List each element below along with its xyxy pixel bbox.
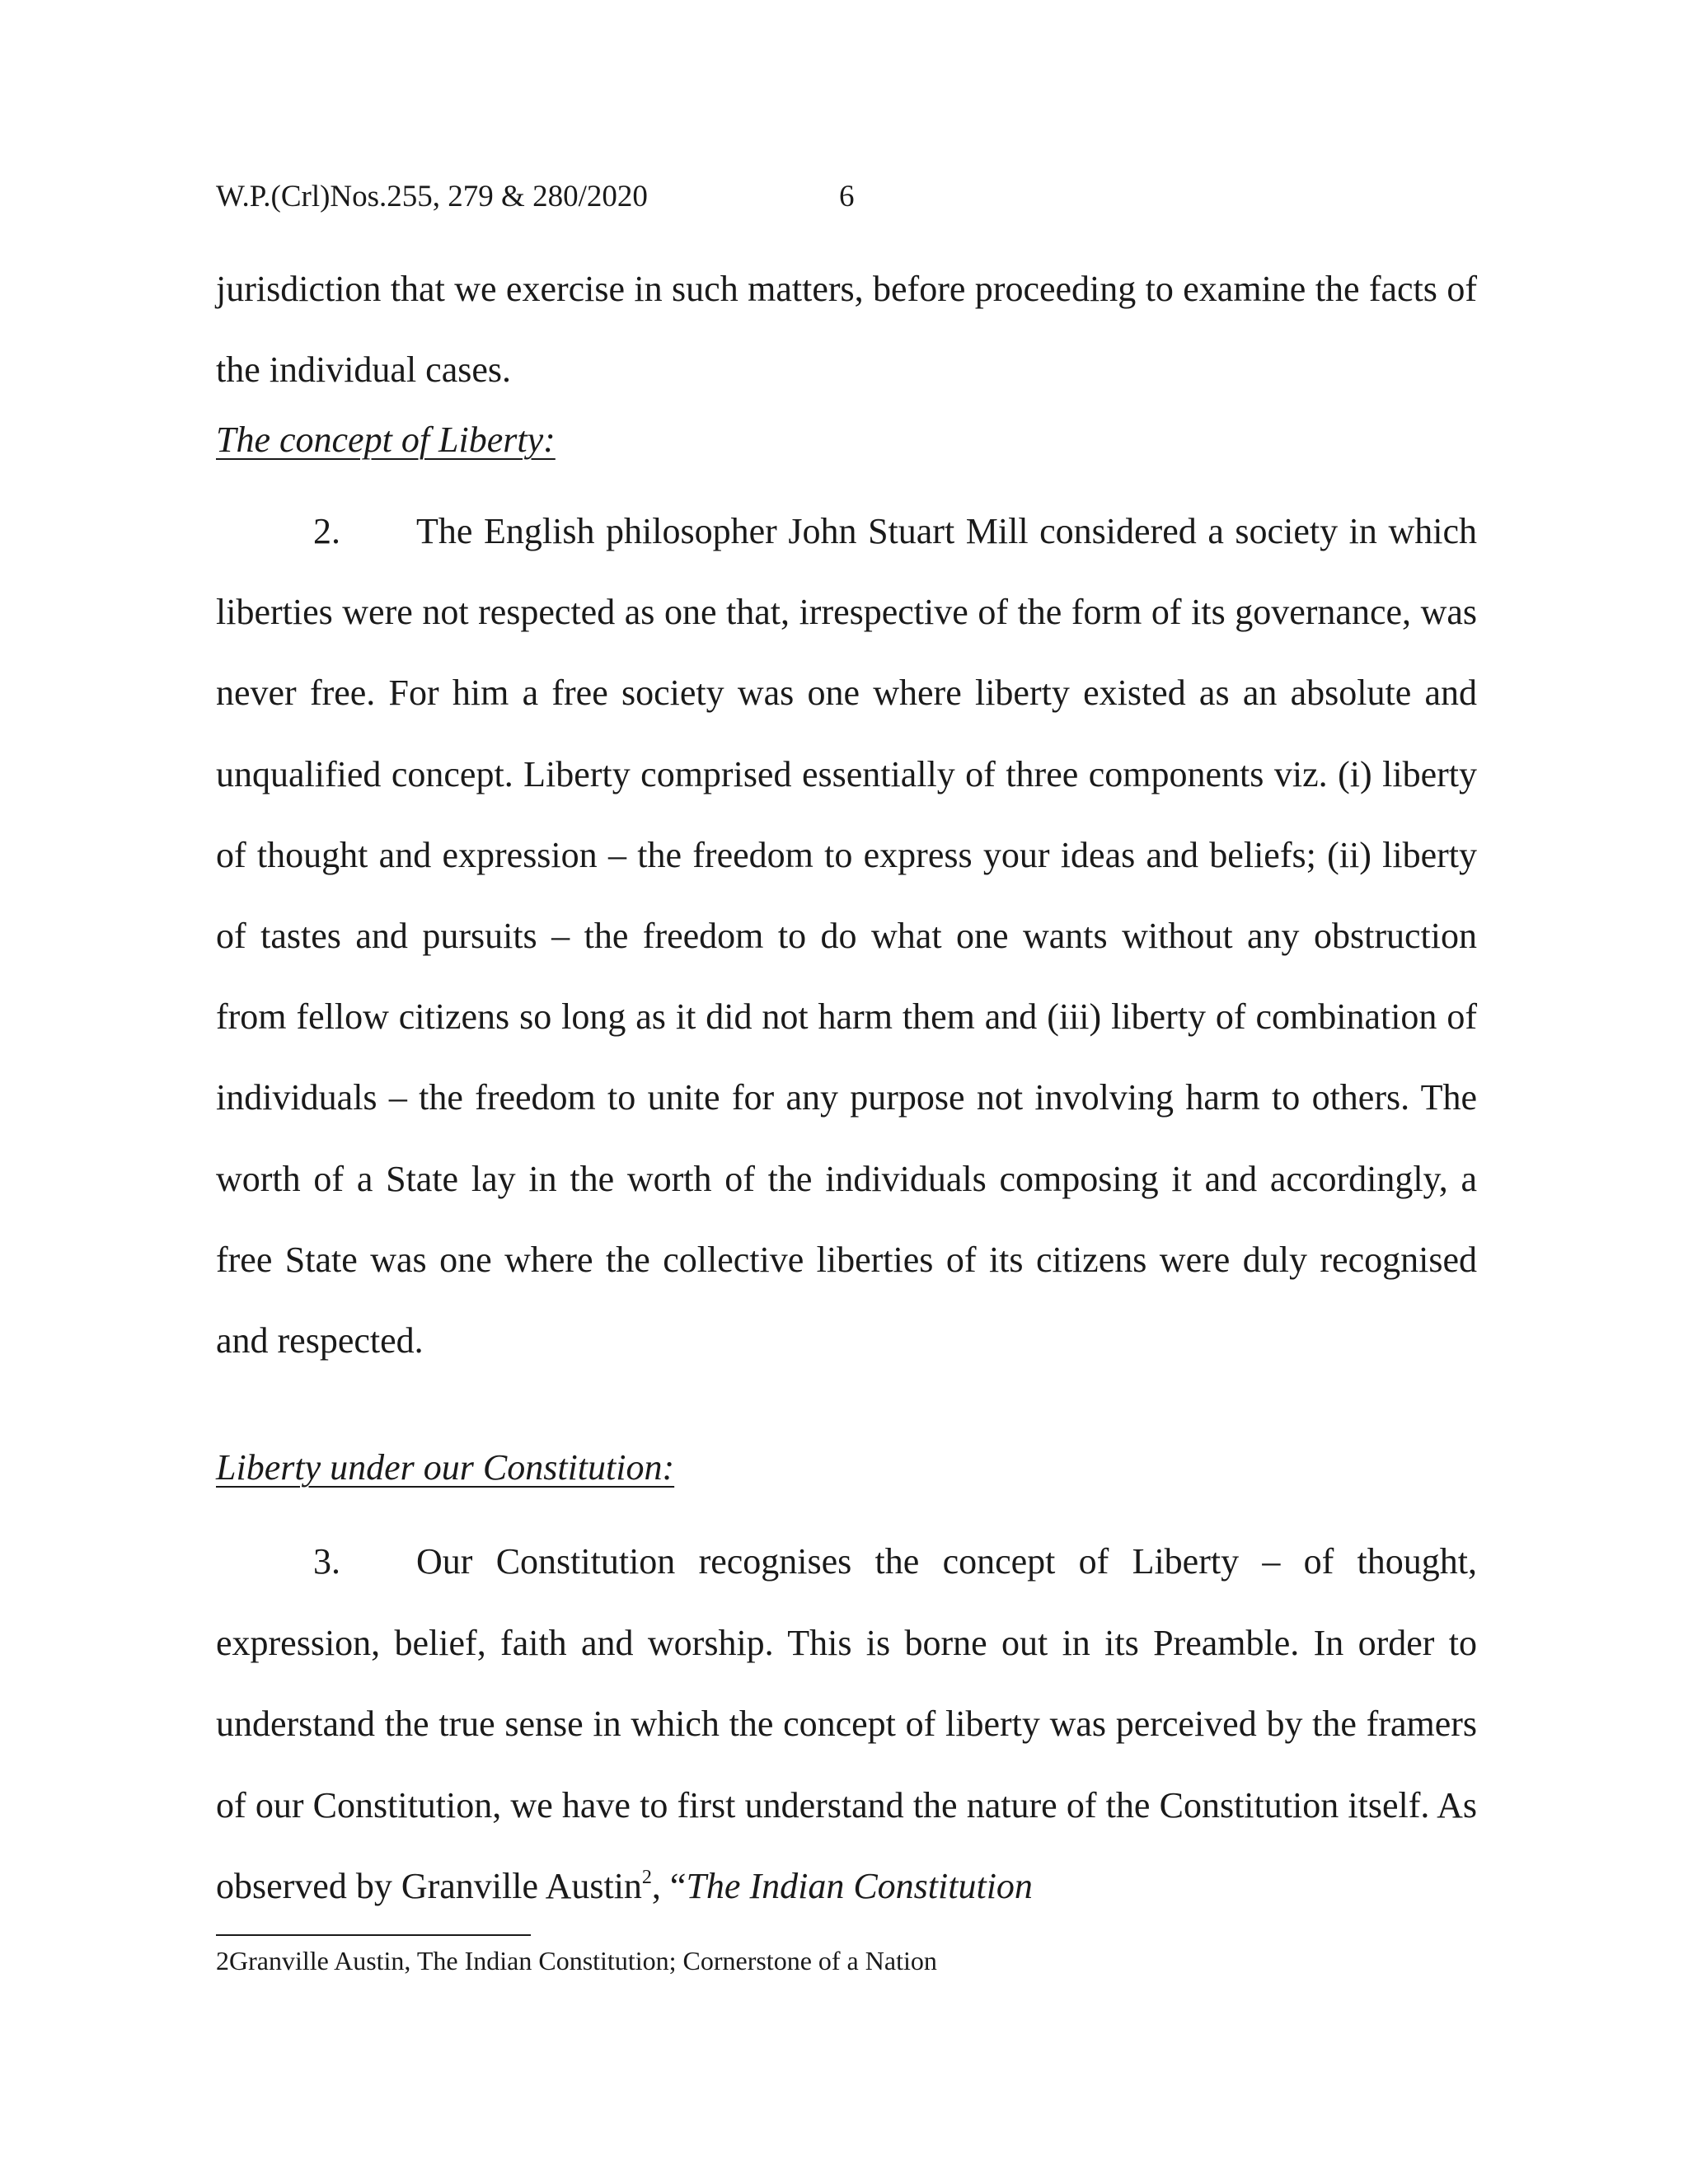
paragraph-number: 3.	[313, 1541, 340, 1582]
case-number: W.P.(Crl)Nos.255, 279 & 280/2020	[216, 180, 648, 213]
section-heading-concept-of-liberty: The concept of Liberty:	[216, 419, 556, 460]
italic-quote: The Indian Constitution	[686, 1866, 1033, 1906]
page-number: 6	[839, 180, 855, 213]
paragraph-text: The English philosopher John Stuart Mill considered a society in which liberties were not respected as one that, irrespective of the form of its governance, was never free. For him a free society was one where liberty existed as an absolute and unqualified concept. Liberty comprised essentially of three components viz. (i) liberty of thought and expression – the freedom to express your ideas and beliefs; (ii) liberty of tastes and pursuits – the freedom to do what one wants without any obstruction from fellow citizens so long as it did not harm them and (iii) liberty of combination of individuals – the freedom to unite for any purpose not involving harm to others. The worth of a State lay in the worth of the individuals composing it and accordingly, a free State was one where the collective liberties of its citizens were duly recognised and respected.	[216, 511, 1477, 1361]
footnote	[216, 1943, 937, 1978]
paragraph-3	[216, 1521, 1477, 1928]
footnote-separator	[216, 1934, 531, 1936]
paragraph-text: Our Constitution recognises the concept of Liberty – of thought, expression, belief, faith and worship. This is borne out in its Preamble. In order to understand the true sense in which the concept of liberty was perceived by the framers of our Constitution, we have to first understand the nature of the Constitution itself. As observed by Granville Austin	[216, 1541, 1477, 1906]
paragraph-2	[216, 491, 1477, 1381]
paragraph-number: 2.	[313, 511, 340, 551]
footnote-text: Granville Austin, The Indian Constitution; Cornerstone of a Nation	[229, 1946, 937, 1975]
section-heading-liberty-under-constitution: Liberty under our Constitution:	[216, 1447, 675, 1488]
paragraph-1-continuation: jurisdiction that we exercise in such matters, before proceeding to examine the facts of the individual cases.	[216, 269, 1477, 390]
footnote-reference: 2	[641, 1867, 652, 1888]
quote-open: , “	[651, 1866, 687, 1906]
footnote-number: 2	[216, 1946, 229, 1975]
